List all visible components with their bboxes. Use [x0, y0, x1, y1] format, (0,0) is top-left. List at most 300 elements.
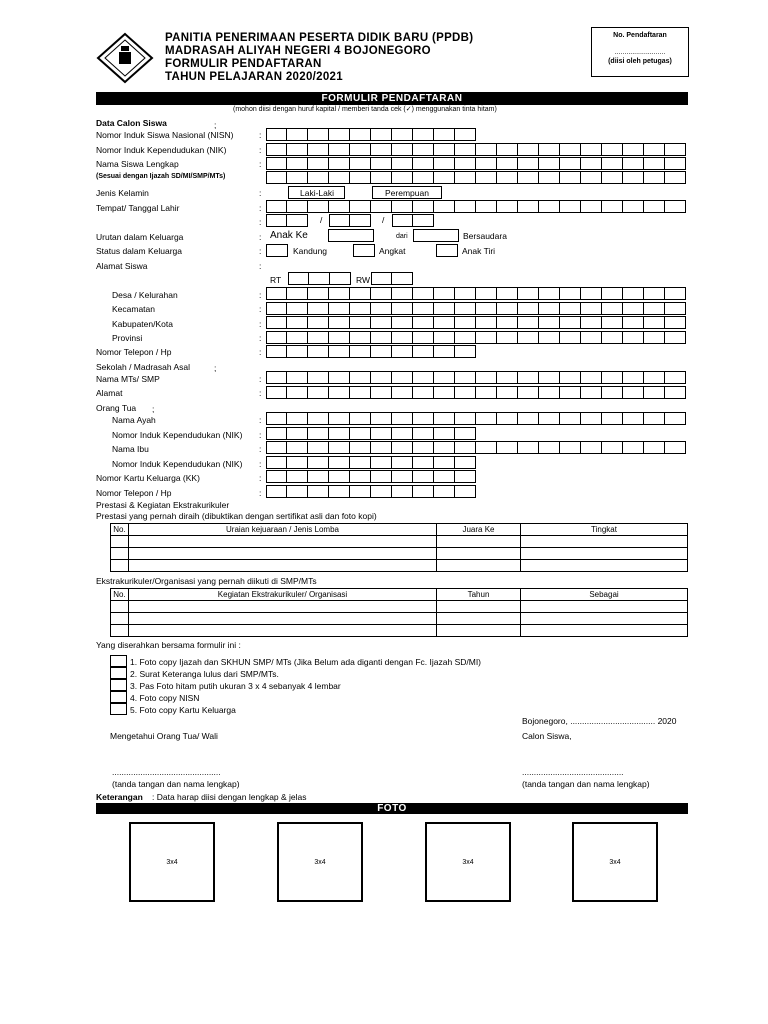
- char-box[interactable]: [497, 171, 518, 184]
- char-box[interactable]: [350, 316, 371, 329]
- char-box[interactable]: [392, 272, 413, 285]
- char-box[interactable]: [434, 470, 455, 483]
- char-box[interactable]: [623, 171, 644, 184]
- char-box[interactable]: [644, 171, 665, 184]
- char-box[interactable]: [455, 331, 476, 344]
- char-box[interactable]: [665, 386, 686, 399]
- char-box[interactable]: [539, 200, 560, 213]
- char-box[interactable]: [476, 302, 497, 315]
- char-box[interactable]: [497, 331, 518, 344]
- char-box[interactable]: [476, 200, 497, 213]
- char-box[interactable]: [623, 287, 644, 300]
- char-box[interactable]: [309, 272, 330, 285]
- char-box[interactable]: [350, 470, 371, 483]
- char-box[interactable]: [455, 456, 476, 469]
- char-box[interactable]: [392, 316, 413, 329]
- char-box[interactable]: [602, 287, 623, 300]
- char-box[interactable]: [581, 200, 602, 213]
- char-box[interactable]: [413, 470, 434, 483]
- char-box[interactable]: [455, 371, 476, 384]
- char-box[interactable]: [392, 441, 413, 454]
- char-box[interactable]: [602, 371, 623, 384]
- char-box[interactable]: [644, 157, 665, 170]
- char-box[interactable]: [413, 157, 434, 170]
- char-box[interactable]: [329, 345, 350, 358]
- char-box[interactable]: [518, 316, 539, 329]
- char-box[interactable]: [434, 412, 455, 425]
- char-box[interactable]: [455, 157, 476, 170]
- char-box[interactable]: [287, 214, 308, 227]
- char-box[interactable]: [434, 287, 455, 300]
- char-box[interactable]: [455, 287, 476, 300]
- char-box[interactable]: [413, 214, 434, 227]
- char-box[interactable]: [560, 331, 581, 344]
- char-box[interactable]: [329, 128, 350, 141]
- input-box-row[interactable]: [266, 287, 686, 300]
- char-box[interactable]: [329, 331, 350, 344]
- char-box[interactable]: [623, 412, 644, 425]
- char-box[interactable]: [371, 316, 392, 329]
- char-box[interactable]: [434, 386, 455, 399]
- char-box[interactable]: [287, 200, 308, 213]
- char-box[interactable]: [329, 157, 350, 170]
- char-box[interactable]: [266, 287, 287, 300]
- char-box[interactable]: [581, 316, 602, 329]
- char-box[interactable]: [308, 345, 329, 358]
- char-box[interactable]: [434, 302, 455, 315]
- char-box[interactable]: [518, 441, 539, 454]
- char-box[interactable]: [266, 128, 287, 141]
- char-box[interactable]: [413, 302, 434, 315]
- char-box[interactable]: [665, 302, 686, 315]
- doc-checkbox-4[interactable]: [110, 691, 127, 703]
- input-box-row[interactable]: [266, 427, 476, 440]
- char-box[interactable]: [371, 371, 392, 384]
- char-box[interactable]: [413, 331, 434, 344]
- char-box[interactable]: [623, 386, 644, 399]
- char-box[interactable]: [560, 287, 581, 300]
- char-box[interactable]: [455, 171, 476, 184]
- char-box[interactable]: [644, 331, 665, 344]
- char-box[interactable]: [371, 412, 392, 425]
- char-box[interactable]: [329, 427, 350, 440]
- char-box[interactable]: [392, 200, 413, 213]
- input-box-row[interactable]: [266, 128, 476, 141]
- char-box[interactable]: [287, 287, 308, 300]
- doc-checkbox-2[interactable]: [110, 667, 127, 679]
- char-box[interactable]: [371, 470, 392, 483]
- char-box[interactable]: [350, 143, 371, 156]
- char-box[interactable]: [539, 386, 560, 399]
- char-box[interactable]: [371, 485, 392, 498]
- char-box[interactable]: [476, 316, 497, 329]
- char-box[interactable]: [539, 287, 560, 300]
- char-box[interactable]: [434, 441, 455, 454]
- char-box[interactable]: [434, 456, 455, 469]
- char-box[interactable]: [329, 200, 350, 213]
- char-box[interactable]: [539, 157, 560, 170]
- char-box[interactable]: [602, 386, 623, 399]
- char-box[interactable]: [287, 386, 308, 399]
- char-box[interactable]: [329, 371, 350, 384]
- char-box[interactable]: [497, 143, 518, 156]
- char-box[interactable]: [329, 143, 350, 156]
- char-box[interactable]: [560, 143, 581, 156]
- char-box[interactable]: [371, 171, 392, 184]
- char-box[interactable]: [413, 171, 434, 184]
- char-box[interactable]: [371, 345, 392, 358]
- char-box[interactable]: [539, 143, 560, 156]
- char-box[interactable]: [308, 470, 329, 483]
- input-box-row[interactable]: [266, 386, 686, 399]
- char-box[interactable]: [434, 485, 455, 498]
- char-box[interactable]: [602, 171, 623, 184]
- doc-checkbox-3[interactable]: [110, 679, 127, 691]
- rt-rw-box-row[interactable]: [288, 272, 351, 285]
- char-box[interactable]: [308, 441, 329, 454]
- checkbox-angkat[interactable]: [353, 244, 375, 257]
- char-box[interactable]: [665, 331, 686, 344]
- input-box-row[interactable]: [266, 412, 686, 425]
- char-box[interactable]: [371, 200, 392, 213]
- char-box[interactable]: [350, 427, 371, 440]
- char-box[interactable]: [560, 200, 581, 213]
- char-box[interactable]: [371, 287, 392, 300]
- char-box[interactable]: [455, 200, 476, 213]
- char-box[interactable]: [581, 143, 602, 156]
- input-box-row[interactable]: [266, 470, 476, 483]
- char-box[interactable]: [665, 157, 686, 170]
- char-box[interactable]: [476, 331, 497, 344]
- char-box[interactable]: [371, 331, 392, 344]
- char-box[interactable]: [287, 331, 308, 344]
- char-box[interactable]: [539, 371, 560, 384]
- input-box-row[interactable]: [266, 302, 686, 315]
- char-box[interactable]: [623, 316, 644, 329]
- char-box[interactable]: [392, 412, 413, 425]
- char-box[interactable]: [266, 371, 287, 384]
- char-box[interactable]: [287, 427, 308, 440]
- char-box[interactable]: [623, 200, 644, 213]
- char-box[interactable]: [434, 427, 455, 440]
- char-box[interactable]: [665, 143, 686, 156]
- char-box[interactable]: [581, 441, 602, 454]
- char-box[interactable]: [476, 171, 497, 184]
- char-box[interactable]: [287, 143, 308, 156]
- char-box[interactable]: [371, 157, 392, 170]
- char-box[interactable]: [371, 441, 392, 454]
- char-box[interactable]: [266, 143, 287, 156]
- char-box[interactable]: [497, 316, 518, 329]
- char-box[interactable]: [392, 371, 413, 384]
- char-box[interactable]: [560, 157, 581, 170]
- char-box[interactable]: [371, 302, 392, 315]
- input-box-row[interactable]: [266, 316, 686, 329]
- char-box[interactable]: [329, 171, 350, 184]
- char-box[interactable]: [518, 386, 539, 399]
- char-box[interactable]: [350, 441, 371, 454]
- char-box[interactable]: [329, 470, 350, 483]
- char-box[interactable]: [308, 371, 329, 384]
- char-box[interactable]: [665, 171, 686, 184]
- char-box[interactable]: [392, 427, 413, 440]
- char-box[interactable]: [623, 302, 644, 315]
- char-box[interactable]: [602, 143, 623, 156]
- char-box[interactable]: [476, 157, 497, 170]
- char-box[interactable]: [392, 157, 413, 170]
- char-box[interactable]: [287, 302, 308, 315]
- char-box[interactable]: [644, 200, 665, 213]
- char-box[interactable]: [371, 386, 392, 399]
- char-box[interactable]: [266, 427, 287, 440]
- char-box[interactable]: [455, 485, 476, 498]
- input-box-row[interactable]: [266, 485, 476, 498]
- char-box[interactable]: [413, 371, 434, 384]
- char-box[interactable]: [476, 441, 497, 454]
- char-box[interactable]: [560, 171, 581, 184]
- char-box[interactable]: [623, 331, 644, 344]
- char-box[interactable]: [455, 143, 476, 156]
- char-box[interactable]: [455, 128, 476, 141]
- char-box[interactable]: [288, 272, 309, 285]
- char-box[interactable]: [602, 316, 623, 329]
- char-box[interactable]: [350, 128, 371, 141]
- char-box[interactable]: [455, 386, 476, 399]
- char-box[interactable]: [644, 143, 665, 156]
- char-box[interactable]: [518, 143, 539, 156]
- char-box[interactable]: [308, 485, 329, 498]
- char-box[interactable]: [518, 200, 539, 213]
- char-box[interactable]: [644, 441, 665, 454]
- char-box[interactable]: [287, 456, 308, 469]
- char-box[interactable]: [497, 287, 518, 300]
- char-box[interactable]: [329, 214, 350, 227]
- char-box[interactable]: [476, 143, 497, 156]
- char-box[interactable]: [350, 171, 371, 184]
- char-box[interactable]: [287, 345, 308, 358]
- char-box[interactable]: [413, 287, 434, 300]
- char-box[interactable]: [539, 441, 560, 454]
- char-box[interactable]: [644, 302, 665, 315]
- char-box[interactable]: [287, 171, 308, 184]
- char-box[interactable]: [518, 412, 539, 425]
- char-box[interactable]: [287, 128, 308, 141]
- char-box[interactable]: [497, 412, 518, 425]
- char-box[interactable]: [644, 371, 665, 384]
- char-box[interactable]: [455, 345, 476, 358]
- char-box[interactable]: [266, 200, 287, 213]
- char-box[interactable]: [497, 386, 518, 399]
- char-box[interactable]: [350, 456, 371, 469]
- char-box[interactable]: [350, 331, 371, 344]
- input-box-row[interactable]: [266, 331, 686, 344]
- char-box[interactable]: [581, 171, 602, 184]
- char-box[interactable]: [434, 128, 455, 141]
- char-box[interactable]: [623, 143, 644, 156]
- char-box[interactable]: [539, 171, 560, 184]
- char-box[interactable]: [266, 412, 287, 425]
- char-box[interactable]: [518, 171, 539, 184]
- char-box[interactable]: [560, 386, 581, 399]
- char-box[interactable]: [371, 128, 392, 141]
- char-box[interactable]: [665, 412, 686, 425]
- char-box[interactable]: [434, 171, 455, 184]
- checkbox-tiri[interactable]: [436, 244, 458, 257]
- char-box[interactable]: [329, 316, 350, 329]
- char-box[interactable]: [581, 371, 602, 384]
- char-box[interactable]: [455, 302, 476, 315]
- char-box[interactable]: [329, 456, 350, 469]
- char-box[interactable]: [350, 287, 371, 300]
- char-box[interactable]: [308, 427, 329, 440]
- char-box[interactable]: [476, 371, 497, 384]
- char-box[interactable]: [413, 456, 434, 469]
- char-box[interactable]: [287, 470, 308, 483]
- char-box[interactable]: [560, 412, 581, 425]
- char-box[interactable]: [350, 200, 371, 213]
- rt-rw-box-row[interactable]: [371, 272, 413, 285]
- char-box[interactable]: [602, 302, 623, 315]
- input-box-row[interactable]: [266, 456, 476, 469]
- char-box[interactable]: [434, 143, 455, 156]
- char-box[interactable]: [476, 287, 497, 300]
- char-box[interactable]: [392, 470, 413, 483]
- char-box[interactable]: [455, 441, 476, 454]
- char-box[interactable]: [413, 441, 434, 454]
- char-box[interactable]: [413, 412, 434, 425]
- char-box[interactable]: [434, 331, 455, 344]
- char-box[interactable]: [581, 157, 602, 170]
- char-box[interactable]: [350, 386, 371, 399]
- char-box[interactable]: [329, 485, 350, 498]
- char-box[interactable]: [392, 345, 413, 358]
- char-box[interactable]: [350, 412, 371, 425]
- char-box[interactable]: [497, 200, 518, 213]
- char-box[interactable]: [602, 412, 623, 425]
- char-box[interactable]: [623, 157, 644, 170]
- char-box[interactable]: [287, 371, 308, 384]
- char-box[interactable]: [539, 302, 560, 315]
- char-box[interactable]: [413, 200, 434, 213]
- char-box[interactable]: [371, 427, 392, 440]
- char-box[interactable]: [434, 200, 455, 213]
- char-box[interactable]: [644, 287, 665, 300]
- char-box[interactable]: [287, 485, 308, 498]
- char-box[interactable]: [602, 331, 623, 344]
- date-box-row[interactable]: [392, 214, 434, 227]
- char-box[interactable]: [497, 157, 518, 170]
- char-box[interactable]: [287, 157, 308, 170]
- char-box[interactable]: [665, 287, 686, 300]
- char-box[interactable]: [665, 200, 686, 213]
- input-box-row[interactable]: [266, 441, 686, 454]
- char-box[interactable]: [330, 272, 351, 285]
- char-box[interactable]: [497, 302, 518, 315]
- char-box[interactable]: [392, 171, 413, 184]
- char-box[interactable]: [434, 371, 455, 384]
- char-box[interactable]: [350, 485, 371, 498]
- char-box[interactable]: [308, 302, 329, 315]
- char-box[interactable]: [350, 302, 371, 315]
- char-box[interactable]: [266, 171, 287, 184]
- doc-checkbox-1[interactable]: [110, 655, 127, 667]
- char-box[interactable]: [350, 157, 371, 170]
- char-box[interactable]: [581, 302, 602, 315]
- char-box[interactable]: [518, 331, 539, 344]
- char-box[interactable]: [560, 316, 581, 329]
- char-box[interactable]: [308, 456, 329, 469]
- input-box-row[interactable]: [266, 143, 686, 156]
- char-box[interactable]: [392, 143, 413, 156]
- char-box[interactable]: [371, 272, 392, 285]
- char-box[interactable]: [392, 456, 413, 469]
- char-box[interactable]: [581, 331, 602, 344]
- char-box[interactable]: [329, 302, 350, 315]
- char-box[interactable]: [455, 316, 476, 329]
- char-box[interactable]: [329, 412, 350, 425]
- date-box-row[interactable]: [329, 214, 371, 227]
- char-box[interactable]: [350, 371, 371, 384]
- char-box[interactable]: [581, 287, 602, 300]
- char-box[interactable]: [623, 371, 644, 384]
- char-box[interactable]: [392, 128, 413, 141]
- char-box[interactable]: [371, 456, 392, 469]
- input-box-row[interactable]: [266, 171, 686, 184]
- char-box[interactable]: [413, 143, 434, 156]
- char-box[interactable]: [308, 143, 329, 156]
- char-box[interactable]: [602, 157, 623, 170]
- char-box[interactable]: [266, 485, 287, 498]
- char-box[interactable]: [539, 331, 560, 344]
- char-box[interactable]: [392, 331, 413, 344]
- char-box[interactable]: [266, 302, 287, 315]
- char-box[interactable]: [644, 316, 665, 329]
- checkbox-kandung[interactable]: [266, 244, 288, 257]
- char-box[interactable]: [644, 412, 665, 425]
- char-box[interactable]: [392, 302, 413, 315]
- char-box[interactable]: [602, 441, 623, 454]
- char-box[interactable]: [665, 316, 686, 329]
- input-box-row[interactable]: [266, 345, 476, 358]
- char-box[interactable]: [266, 157, 287, 170]
- char-box[interactable]: [455, 427, 476, 440]
- char-box[interactable]: [308, 412, 329, 425]
- char-box[interactable]: [644, 386, 665, 399]
- char-box[interactable]: [329, 386, 350, 399]
- char-box[interactable]: [392, 214, 413, 227]
- input-anak-ke[interactable]: [328, 229, 374, 242]
- char-box[interactable]: [518, 302, 539, 315]
- char-box[interactable]: [266, 331, 287, 344]
- input-box-row[interactable]: [266, 157, 686, 170]
- char-box[interactable]: [329, 287, 350, 300]
- char-box[interactable]: [350, 345, 371, 358]
- input-dari[interactable]: [413, 229, 459, 242]
- char-box[interactable]: [266, 386, 287, 399]
- char-box[interactable]: [413, 427, 434, 440]
- char-box[interactable]: [413, 485, 434, 498]
- char-box[interactable]: [413, 316, 434, 329]
- char-box[interactable]: [266, 470, 287, 483]
- char-box[interactable]: [350, 214, 371, 227]
- char-box[interactable]: [392, 287, 413, 300]
- char-box[interactable]: [518, 157, 539, 170]
- char-box[interactable]: [308, 386, 329, 399]
- doc-checkbox-5[interactable]: [110, 703, 127, 715]
- char-box[interactable]: [623, 441, 644, 454]
- char-box[interactable]: [560, 441, 581, 454]
- char-box[interactable]: [434, 345, 455, 358]
